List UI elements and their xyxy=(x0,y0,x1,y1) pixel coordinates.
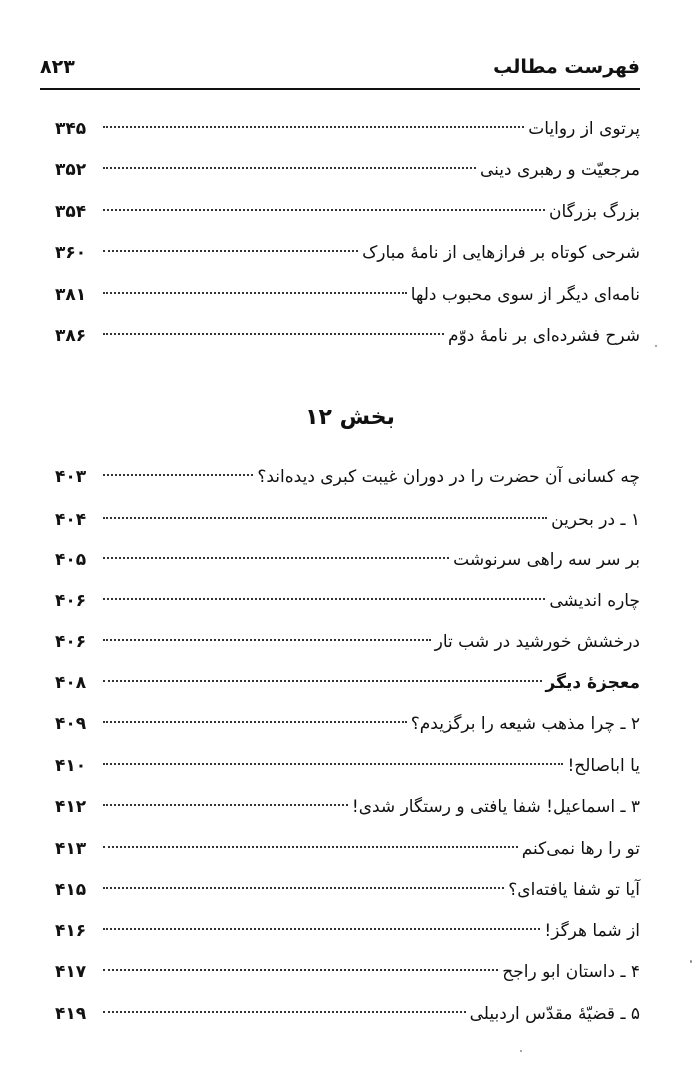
toc-entry-title: از شما هرگز! xyxy=(544,921,640,941)
toc-entry-title: شرح فشرده‌ای بر نامهٔ دوّم xyxy=(448,326,640,346)
toc-entry-page: ۳۸۱ xyxy=(55,285,87,305)
dot-leader xyxy=(103,680,542,682)
scan-speck xyxy=(655,345,657,347)
dot-leader xyxy=(103,721,407,723)
toc-entry-title: بر سر سه راهی سرنوشت xyxy=(453,550,640,570)
page-header xyxy=(40,52,640,86)
toc-entry[interactable] xyxy=(55,914,640,948)
toc-entry[interactable] xyxy=(55,153,640,187)
page-number: ۸۲۳ xyxy=(40,56,75,78)
toc-entry-page: ۴۱۹ xyxy=(55,1004,87,1024)
toc-entry[interactable] xyxy=(55,278,640,312)
toc-entry[interactable] xyxy=(55,319,640,353)
toc-entry[interactable] xyxy=(55,503,640,537)
toc-entry-title: مرجعیّت و رهبری دینی xyxy=(479,160,640,180)
dot-leader xyxy=(103,969,498,971)
toc-entry-page: ۴۱۶ xyxy=(55,921,87,941)
toc-entry-title: یا اباصالح! xyxy=(567,756,640,776)
toc-entry[interactable] xyxy=(55,832,640,866)
toc-entry-page: ۴۰۹ xyxy=(55,714,87,734)
toc-entry-title: شرحی کوتاه بر فرازهایی از نامهٔ مبارک xyxy=(362,243,640,263)
toc-entry-page: ۳۶۰ xyxy=(55,243,87,263)
toc-entry-page: ۴۰۳ xyxy=(55,467,87,487)
dot-leader xyxy=(103,1011,466,1013)
dot-leader xyxy=(103,126,524,128)
toc-entry[interactable] xyxy=(55,625,640,659)
toc-entry[interactable] xyxy=(55,460,640,494)
dot-leader xyxy=(103,517,547,519)
scan-speck xyxy=(520,1050,522,1052)
toc-entry-page: ۳۵۴ xyxy=(55,202,87,222)
toc-entry-page: ۴۰۴ xyxy=(55,510,87,530)
toc-entry[interactable] xyxy=(55,749,640,783)
toc-entry-page: ۴۱۳ xyxy=(55,839,87,859)
toc-entry-page: ۴۰۵ xyxy=(55,550,87,570)
dot-leader xyxy=(103,292,407,294)
toc-entry-title: تو را رها نمی‌کنم xyxy=(521,839,640,859)
dot-leader xyxy=(103,598,545,600)
dot-leader xyxy=(103,804,348,806)
toc-entry-title: پرتوی از روایات xyxy=(528,119,640,139)
toc-entry-page: ۴۱۷ xyxy=(55,962,87,982)
toc-entry[interactable] xyxy=(55,236,640,270)
dot-leader xyxy=(103,167,476,169)
toc-entry-title: معجزهٔ دیگر xyxy=(545,673,640,693)
toc-entry-title: چه کسانی آن حضرت را در دوران غیبت کبری دیده‌اند؟ xyxy=(257,467,640,487)
toc-entry-page: ۴۰۶ xyxy=(55,632,87,652)
toc-entry-page: ۴۰۸ xyxy=(55,673,87,693)
toc-entry-title: ۴ ـ داستان ابو راجح xyxy=(502,962,640,982)
dot-leader xyxy=(103,887,504,889)
toc-entry[interactable] xyxy=(55,790,640,824)
toc-entry-title: ۱ ـ در بحرین xyxy=(551,510,640,530)
toc-entry-title: چاره اندیشی xyxy=(549,591,640,611)
toc-entry-page: ۴۱۲ xyxy=(55,797,87,817)
toc-entry[interactable] xyxy=(55,543,640,577)
dot-leader xyxy=(103,846,518,848)
running-title: فهرست مطالب xyxy=(493,56,640,78)
dot-leader xyxy=(103,557,449,559)
toc-entry-title: نامه‌ای دیگر از سوی محبوب دلها xyxy=(410,285,640,305)
toc-entry[interactable] xyxy=(55,997,640,1031)
toc-entry[interactable] xyxy=(55,873,640,907)
toc-entry[interactable] xyxy=(55,584,640,618)
dot-leader xyxy=(103,333,444,335)
toc-entry-page: ۴۰۶ xyxy=(55,591,87,611)
dot-leader xyxy=(103,639,431,641)
section-heading: بخش ۱۲ xyxy=(305,405,395,430)
toc-entry[interactable] xyxy=(55,955,640,989)
dot-leader xyxy=(103,928,540,930)
dot-leader xyxy=(103,763,563,765)
toc-entry-title: درخشش خورشید در شب تار xyxy=(434,632,640,652)
toc-entry-page: ۳۵۲ xyxy=(55,160,87,180)
toc-entry-page: ۳۴۵ xyxy=(55,119,87,139)
toc-entry[interactable] xyxy=(55,112,640,146)
toc-entry-title: ۳ ـ اسماعیل! شفا یافتی و رستگار شدی! xyxy=(351,797,640,817)
header-rule xyxy=(40,88,640,90)
dot-leader xyxy=(103,474,253,476)
toc-entry-title: ۲ ـ چرا مذهب شیعه را برگزیدم؟ xyxy=(410,714,640,734)
dot-leader xyxy=(103,209,545,211)
toc-entry[interactable] xyxy=(55,666,640,700)
toc-entry-title: بزرگ بزرگان xyxy=(548,202,640,222)
toc-entry-page: ۳۸۶ xyxy=(55,326,87,346)
toc-entry-page: ۴۱۰ xyxy=(55,756,87,776)
toc-entry[interactable] xyxy=(55,195,640,229)
toc-entry-title: ۵ ـ قضیّهٔ مقدّس اردبیلی xyxy=(469,1004,640,1024)
toc-entry-title: آیا تو شفا یافته‌ای؟ xyxy=(508,880,640,900)
scan-speck xyxy=(690,960,692,963)
toc-entry[interactable] xyxy=(55,707,640,741)
toc-entry-page: ۴۱۵ xyxy=(55,880,87,900)
dot-leader xyxy=(103,250,358,252)
